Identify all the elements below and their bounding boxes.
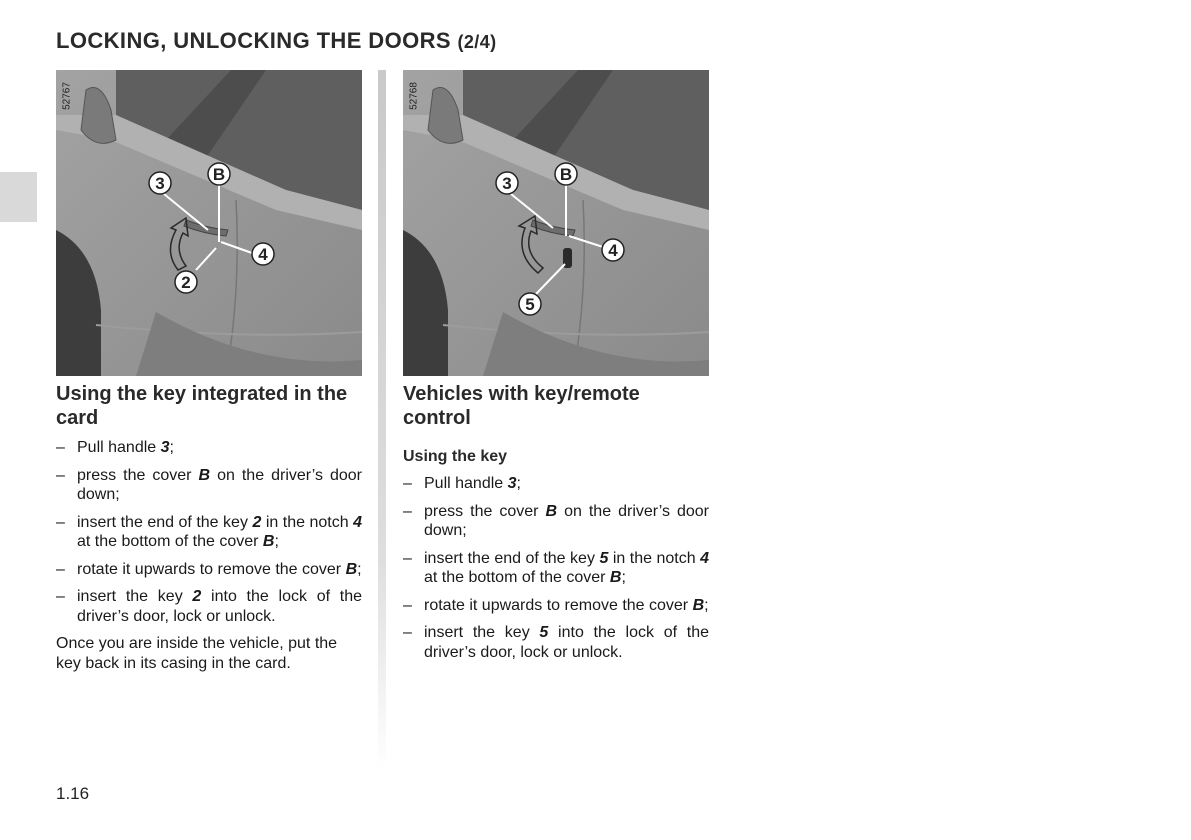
section-tab — [0, 172, 37, 222]
steps-list-left — [56, 438, 362, 626]
door-illustration-right — [403, 70, 709, 376]
closing-note: Once you are inside the vehicle, put the key back in its casing in the card. — [56, 635, 338, 672]
callout-B-label: B — [559, 165, 573, 184]
step-item: – insert the end of the key 5 in the notch 4 at the bottom of the cover B; — [403, 549, 709, 588]
right-column — [403, 70, 709, 670]
step-item: – press the cover B on the driver’s door down; — [403, 502, 709, 541]
callout-4-label: 4 — [258, 245, 268, 264]
page-title — [56, 28, 497, 54]
step-item: – press the cover B on the driver’s door down; — [56, 466, 362, 505]
page-title-suffix: (2/4) — [457, 32, 497, 52]
callout-4-label: 4 — [608, 241, 618, 260]
figure-code-left: 52767 — [61, 82, 73, 110]
callout-3-label: 3 — [502, 174, 512, 193]
callout-B-label: B — [212, 165, 226, 184]
step-item: – Pull handle 3; — [403, 474, 709, 494]
step-item: – insert the key 5 into the lock of the driver’s door, lock or unlock. — [403, 623, 709, 662]
page-number: 1.16 — [56, 784, 90, 803]
section-heading-right: Vehicles with key/remote control — [403, 383, 640, 429]
step-item: – insert the end of the key 2 in the notch 4 at the bottom of the cover B; — [56, 513, 362, 552]
sub-heading-using-key: Using the key — [403, 448, 508, 465]
figure-code-right: 52768 — [408, 82, 420, 110]
callout-3-label: 3 — [155, 174, 165, 193]
step-item: – rotate it upwards to remove the cover B; — [56, 560, 362, 580]
steps-list-right — [403, 474, 709, 662]
door-illustration-left — [56, 70, 362, 376]
callout-5-label: 5 — [525, 295, 535, 314]
callout-2-label: 2 — [181, 273, 191, 292]
step-item: – Pull handle 3; — [56, 438, 362, 458]
column-divider — [378, 70, 386, 770]
left-column — [56, 70, 362, 673]
section-heading-left: Using the key integrated in the card — [56, 383, 348, 429]
step-item: – insert the key 2 into the lock of the driver’s door, lock or unlock. — [56, 587, 362, 626]
page-title-text: LOCKING, UNLOCKING THE DOORS — [56, 28, 451, 53]
step-item: – rotate it upwards to remove the cover B; — [403, 596, 709, 616]
